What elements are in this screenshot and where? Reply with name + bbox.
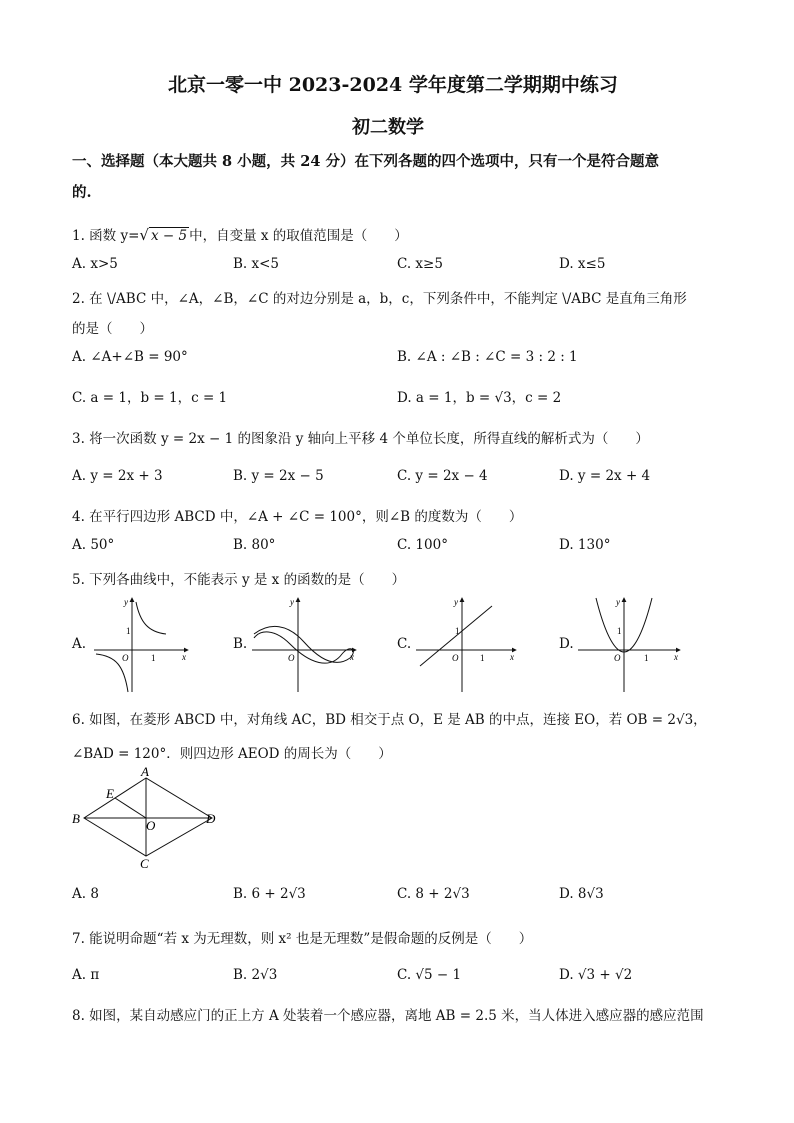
question-4-stem: 4. 在平行四边形 ABCD 中，∠A + ∠C = 100°，则∠B 的度数为（ ） [72, 509, 523, 525]
question-6-stem-line1: 6. 如图，在菱形 ABCD 中，对角线 AC，BD 相交于点 O，E 是 AB 的中点，连接 EO，若 OB = 2√3， [72, 712, 707, 728]
x-axis-label: x [510, 652, 514, 662]
q5-graph-a[interactable] [88, 592, 198, 697]
question-1-stem-b: 中，自变量 x 的取值范围是（ ） [189, 228, 408, 244]
label-b: B [72, 811, 80, 826]
q3-option-c[interactable]: C. y = 2x − 4 [397, 468, 488, 484]
q2-option-a[interactable]: A. ∠A+∠B = 90° [72, 349, 188, 365]
tick-label-1-x: 1 [644, 653, 649, 663]
y-axis-label: y [290, 597, 294, 607]
page-title: 北京一零一中 2023-2024 学年度第二学期期中练习 [168, 74, 618, 96]
label-d: D [206, 811, 216, 826]
tick-label-1-y: 1 [126, 626, 131, 636]
label-a: A [141, 766, 149, 779]
y-axis-label: y [454, 597, 458, 607]
q5-option-c[interactable]: C. [397, 636, 412, 652]
rhombus-figure [68, 766, 228, 870]
origin-label: O [452, 653, 459, 663]
q2-option-b[interactable]: B. ∠A : ∠B : ∠C = 3 : 2 : 1 [397, 349, 578, 365]
label-c: C [140, 856, 149, 870]
q1-option-a[interactable]: A. x>5 [72, 256, 118, 272]
question-1-stem [72, 224, 408, 244]
origin-label: O [122, 653, 129, 663]
q5-option-a[interactable]: A. [72, 636, 87, 652]
question-7-stem: 7. 能说明命题“若 x 为无理数，则 x² 也是无理数”是假命题的反例是（ ） [72, 931, 533, 947]
q3-option-b[interactable]: B. y = 2x − 5 [233, 468, 324, 484]
q5-option-d[interactable]: D. [559, 636, 574, 652]
y-axis-label: y [124, 597, 128, 607]
q2-option-d[interactable]: D. a = 1，b = √3，c = 2 [397, 390, 562, 406]
q7-option-b[interactable]: B. 2√3 [233, 967, 278, 983]
q5-option-b[interactable]: B. [233, 636, 248, 652]
q2-option-c[interactable]: C. a = 1，b = 1，c = 1 [72, 390, 228, 406]
question-1-radicand: x − 5 [150, 228, 188, 244]
q4-option-c[interactable]: C. 100° [397, 537, 448, 553]
q3-option-a[interactable]: A. y = 2x + 3 [72, 468, 163, 484]
question-2-stem-line1: 2. 在 \/ABC 中，∠A，∠B，∠C 的对边分别是 a，b，c，下列条件中，不能判定 \/ABC 是直角三角形 [72, 291, 687, 307]
sqrt-sign: √ [139, 226, 149, 244]
page-subtitle: 初二数学 [352, 117, 424, 138]
q4-option-d[interactable]: D. 130° [559, 537, 611, 553]
q1-option-d[interactable]: D. x≤5 [559, 256, 606, 272]
q4-option-a[interactable]: A. 50° [72, 537, 115, 553]
q1-option-b[interactable]: B. x<5 [233, 256, 280, 272]
y-axis-label: y [616, 597, 620, 607]
q6-option-a[interactable]: A. 8 [72, 886, 99, 902]
label-o: O [146, 818, 156, 833]
question-2-stem-line2: 的是（ ） [72, 321, 153, 337]
tick-label-1-x: 1 [151, 653, 156, 663]
q7-option-a[interactable]: A. π [72, 967, 100, 983]
question-6-stem-line2: ∠BAD = 120°．则四边形 AEOD 的周长为（ ） [72, 746, 392, 762]
q6-option-b[interactable]: B. 6 + 2√3 [233, 886, 306, 902]
q4-option-b[interactable]: B. 80° [233, 537, 276, 553]
q5-graph-d[interactable] [574, 592, 686, 697]
q6-option-d[interactable]: D. 8√3 [559, 886, 604, 902]
question-8-stem: 8. 如图，某自动感应门的正上方 A 处装着一个感应器，离地 AB = 2.5 米，当人体进入感应器的感应范围 [72, 1008, 704, 1024]
question-3-stem: 3. 将一次函数 y = 2x − 1 的图象沿 y 轴向上平移 4 个单位长度，所得直线的解析式为（ ） [72, 431, 649, 447]
curve [254, 626, 353, 663]
q1-option-c[interactable]: C. x≥5 [397, 256, 443, 272]
q5-graph-b[interactable] [250, 592, 362, 697]
hyperbola-branch-1 [136, 602, 166, 634]
section-heading-line2: 的. [72, 184, 92, 201]
segment-eo [115, 798, 146, 818]
question-1-stem-a: 1. 函数 y= [72, 228, 140, 244]
tick-label-1-y: 1 [617, 626, 622, 636]
q7-option-c[interactable]: C. √5 − 1 [397, 967, 462, 983]
question-5-stem: 5. 下列各曲线中，不能表示 y 是 x 的函数的是（ ） [72, 572, 406, 588]
tick-label-1-y: 1 [455, 626, 460, 636]
x-axis-label: x [674, 652, 678, 662]
q6-option-c[interactable]: C. 8 + 2√3 [397, 886, 470, 902]
x-axis-label: x [182, 652, 186, 662]
section-heading-line1: 一、选择题（本大题共 8 小题，共 24 分）在下列各题的四个选项中，只有一个是符合题意 [72, 153, 659, 170]
origin-label: O [288, 653, 295, 663]
x-axis-label: x [350, 652, 354, 662]
rhombus-abcd [84, 778, 212, 856]
q3-option-d[interactable]: D. y = 2x + 4 [559, 468, 651, 484]
tick-label-1-x: 1 [480, 653, 485, 663]
q7-option-d[interactable]: D. √3 + √2 [559, 967, 633, 983]
q5-graph-c[interactable] [412, 592, 522, 697]
origin-label: O [614, 653, 621, 663]
label-e: E [106, 786, 114, 801]
